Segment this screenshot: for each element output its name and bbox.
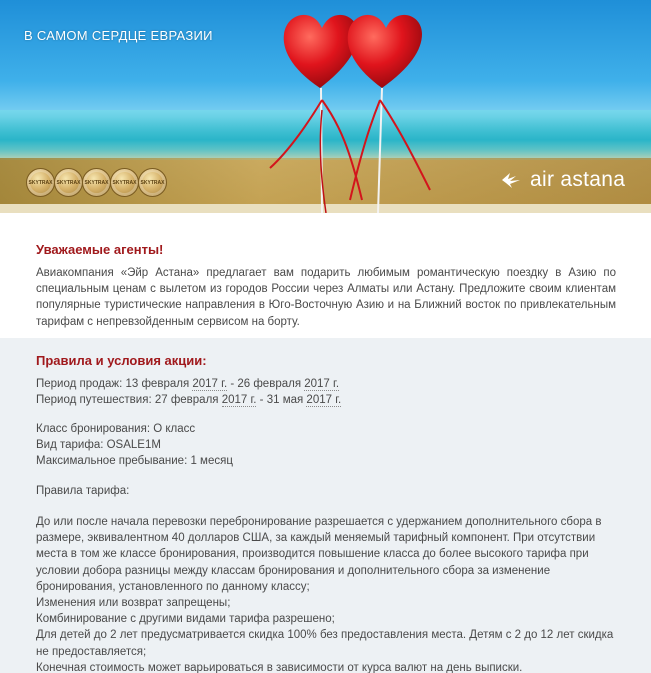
fare-rules-list [36,514,616,673]
travel-period: Период путешествия: 27 февраля 2017 г. - 31 мая 2017 г. [36,394,342,406]
logo-text: air astana [530,168,626,191]
award-medal-icon: SKYTRAX [110,168,139,197]
award-medal-icon: SKYTRAX [138,168,167,197]
fare-rule-item: Изменения или возврат запрещены; [36,597,231,610]
rules-heading: Правила и условия акции: [36,353,207,368]
award-medal-icon: SKYTRAX [26,168,55,197]
sale-period: Период продаж: 13 февраля 2017 г. - 26 февраля 2017 г. [36,378,340,390]
greeting-heading: Уважаемые агенты! [36,242,164,257]
fare-rule-item: Конечная стоимость может варьироваться в зависимости от курса валют на день выписки. [36,661,523,673]
intro-paragraph: Авиакомпания «Эйр Астана» предлагает вам подарить любимым романтическую поездку в Азию по специальным ценам с вылетом из городов России через Алматы или Астану. Предложите своим клиентам популярные туристические направления в Юго-Восточную Азию и на Ближний восток по привлекательным тарифам с непревзойденным сервисом на борту. [36,267,616,328]
fare-rule-item: Комбинирование с другими видами тарифа разрешено; [36,613,335,626]
award-medals [26,168,166,197]
fare-rule-item: Для детей до 2 лет предусматривается скидка 100% без предоставления места. Детям с 2 до 12 лет скидка не предоставляется; [36,629,614,658]
fare-rules-title: Правила тарифа: [36,485,130,497]
award-medal-icon: SKYTRAX [54,168,83,197]
banner-tagline: В САМОМ СЕРДЦЕ ЕВРАЗИИ [24,28,213,43]
air-astana-logo[interactable] [500,168,625,192]
hearts-balloons-image [250,0,450,213]
award-medal-icon: SKYTRAX [82,168,111,197]
air-astana-bird-icon [500,168,524,192]
fare-rule-item: До или после начала перевозки перебронирование разрешается с удержанием дополнительного сбора в размере, эквивалентном 40 долларов США, за каждый меняемый тарифный компонент. При отсутствии места в том же классе бронирования, производится повышение класса до более высокого тарифа при условии добора разницы между классам бронирования и дополнительного сбора за изменение бронирования, установленного по данному классу; [36,516,602,593]
promo-banner[interactable] [0,0,651,213]
booking-class: Класс бронирования: О класс [36,423,196,435]
max-stay: Максимальное пребывание: 1 месяц [36,455,233,467]
fare-type: Вид тарифа: OSALE1M [36,439,161,451]
